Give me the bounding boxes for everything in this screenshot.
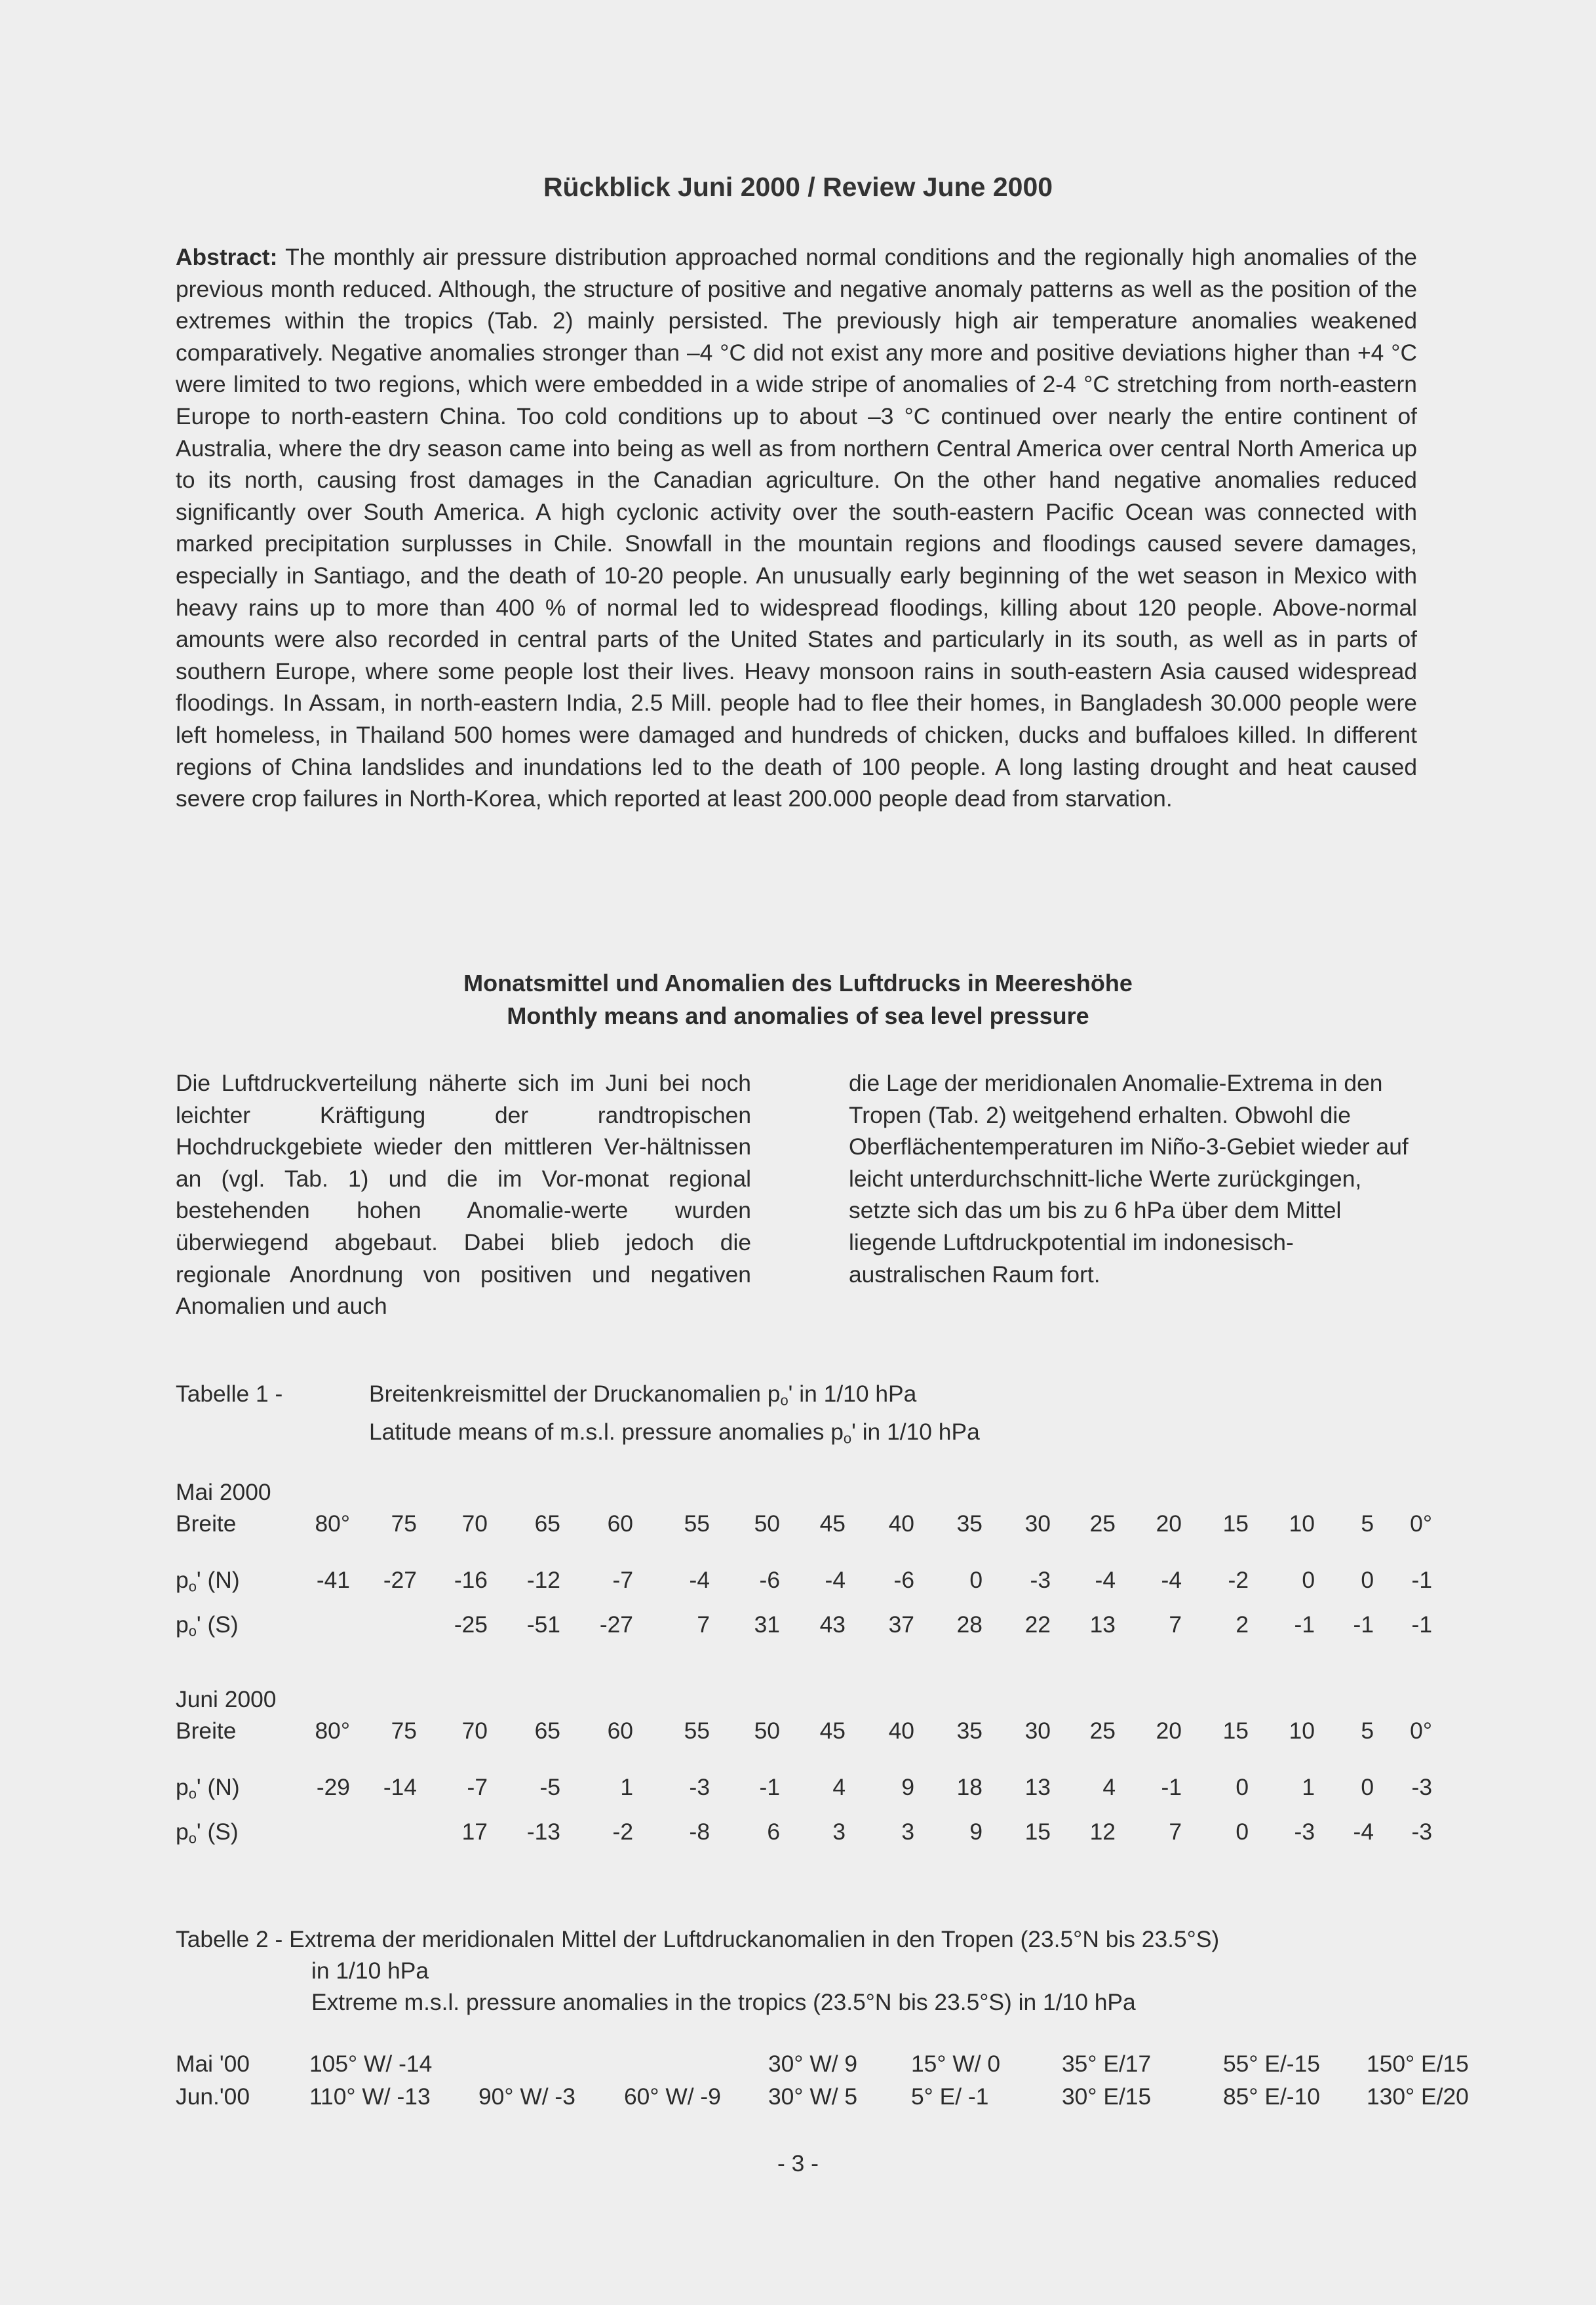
- table1-row-s: [0, 1819, 1596, 1851]
- table1-cell: -1: [759, 1774, 780, 1800]
- table1-cell: 0: [1236, 1819, 1249, 1845]
- table1-cell: 0: [1361, 1567, 1374, 1593]
- abstract-text: The monthly air pressure distribution approached normal conditions and the regionally high anomalies of the previous month reduced. Although, the structure of positive and negative anomaly patterns as well as the position of the extremes within the tropics (Tab. 2) mainly persisted. The previously high air temperature anomalies weakened comparatively. Negative anomalies stronger than –4 °C did not exist any more and positive deviations higher than +4 °C were limited to two regions, which were embedded in a wide stripe of anomalies of 2-4 °C stretching from north-eastern Europe to north-eastern China. Too cold conditions up to about –3 °C continued over nearly the entire continent of Australia, where the dry season came into being as well as from northern Central America over central North America up to its north, causing frost damages in the Canadian agriculture. On the other hand negative anomalies reduced significantly over South America. A high cyclonic activity over the south-eastern Pacific Ocean was connected with marked precipitation surplusses in Chile. Snowfall in the mountain regions and floodings caused severe damages, especially in Santiago, and the death of 10-20 people. An unusually early beginning of the wet season in Mexico with heavy rains up to more than 400 % of normal led to widespread floodings, killing about 120 people. Above-normal amounts were also recorded in central parts of the United States and particularly in its south, as well as in parts of southern Europe, where some people lost their lives. Heavy monsoon rains in south-eastern Asia caused widespread floodings. In Assam, in north-eastern India, 2.5 Mill. people had to flee their homes, in Bangladesh 30.000 people were left homeless, in Thailand 500 homes were damaged and hundreds of chicken, ducks and buffaloes killed. In different regions of China landslides and inundations led to the death of 100 people. A long lasting drought and heat caused severe crop failures in North-Korea, which reported at least 200.000 people dead from starvation.: [176, 244, 1417, 812]
- table1-row-label: $p_o'$ (N): [176, 1567, 240, 1595]
- table1-cell: 2: [1236, 1611, 1249, 1638]
- body-column-left: Die Luftdruckverteilung näherte sich im Juni bei noch leichter Kräftigung der randtropischen Hochdruckgebiete wieder den mittleren Ver-hältnissen an (vgl. Tab. 1) und die im Vor-monat regional bestehenden hohen Anomalie-werte wurden überwiegend abgebaut. Dabei blieb jedoch die regionale Anordnung von positiven und negativen Anomalien und auch: [176, 1070, 751, 1320]
- table1-cell: 10: [1289, 1510, 1315, 1537]
- table2-caption-line1: Tabelle 2 - Extrema der meridionalen Mittel der Luftdruckanomalien in den Tropen (23.5°N bis 23.5°S): [176, 1926, 1220, 1952]
- table1-cell: 75: [391, 1510, 417, 1537]
- table1-cell: -14: [383, 1774, 417, 1800]
- abstract-paragraph: [176, 241, 1417, 815]
- table1-cell: -7: [467, 1774, 488, 1800]
- table1-cell: 0: [1236, 1774, 1249, 1800]
- table2-row: [0, 2051, 1596, 2083]
- table1-cell: -1: [1161, 1774, 1182, 1800]
- table2-row-label: Jun.'00: [176, 2083, 250, 2110]
- table1-cell: 13: [1089, 1611, 1116, 1638]
- table1-cell: -5: [539, 1774, 560, 1800]
- table1-cell: -13: [526, 1819, 560, 1845]
- table1-cell: 80°: [315, 1718, 350, 1744]
- table1-row-n: [0, 1567, 1596, 1600]
- table2-cell: 5° E/ -1: [911, 2083, 989, 2110]
- table1-cell: 17: [461, 1819, 488, 1845]
- table1-cell: -6: [893, 1567, 914, 1593]
- table1-cell: 25: [1089, 1510, 1116, 1537]
- table1-cell: 0°: [1410, 1718, 1432, 1744]
- table1-cell: 60: [607, 1718, 633, 1744]
- table1-cell: -1: [1294, 1611, 1315, 1638]
- table1-cell: -2: [612, 1819, 633, 1845]
- table1-cell: 1: [1302, 1774, 1315, 1800]
- table1-cell: 40: [888, 1718, 914, 1744]
- table1-cell: -25: [454, 1611, 488, 1638]
- table1-cell: 50: [754, 1510, 780, 1537]
- table1-cell: 65: [534, 1718, 560, 1744]
- table1-row-breite: [0, 1510, 1596, 1543]
- table1-cell: 7: [697, 1611, 710, 1638]
- table2-cell: 30° W/ 9: [768, 2051, 858, 2077]
- table1-cell: 30: [1024, 1718, 1051, 1744]
- table1-row-label: $p_o'$ (N): [176, 1774, 240, 1802]
- table1-cell: 25: [1089, 1718, 1116, 1744]
- body-column-right: die Lage der meridionalen Anomalie-Extrema in den Tropen (Tab. 2) weitgehend erhalten. Obwohl die Oberflächentemperaturen im Niño-3-Gebiet wieder auf leicht unterdurchschnitt-liche Werte zurückgingen, setzte sich das um bis zu 6 hPa über dem Mittel liegende Luftdruckpotential im indonesisch-australischen Raum fort.: [849, 1070, 1409, 1288]
- table1-row-s: [0, 1611, 1596, 1644]
- table2-cell: 60° W/ -9: [624, 2083, 721, 2110]
- table2-cell: 110° W/ -13: [309, 2083, 431, 2110]
- table2-cell: 130° E/20: [1367, 2083, 1469, 2110]
- table1-cell: -29: [316, 1774, 350, 1800]
- section-heading: [0, 967, 1596, 1033]
- table1-cell: -1: [1411, 1567, 1432, 1593]
- table1-cell: 6: [767, 1819, 780, 1845]
- table1-cell: -4: [1161, 1567, 1182, 1593]
- table1-cell: 0: [1302, 1567, 1315, 1593]
- table1-cell: 4: [832, 1774, 846, 1800]
- table2-caption-line3: Extreme m.s.l. pressure anomalies in the tropics (23.5°N bis 23.5°S) in 1/10 hPa: [311, 1989, 1136, 2015]
- table1-cell: -4: [825, 1567, 846, 1593]
- table1-cell: -3: [1411, 1774, 1432, 1800]
- table2-caption: [176, 1923, 1219, 2018]
- table1-row-label: $p_o'$ (S): [176, 1819, 239, 1847]
- section-title-de: Monatsmittel und Anomalien des Luftdrucks in Meereshöhe: [463, 970, 1133, 996]
- table1-cell: -1: [1353, 1611, 1374, 1638]
- table1-cell: -3: [1030, 1567, 1051, 1593]
- table1-cell: 12: [1089, 1819, 1116, 1845]
- page-number: - 3 -: [777, 2150, 819, 2177]
- table1-cell: 15: [1222, 1510, 1249, 1537]
- table2-cell: 35° E/17: [1062, 2051, 1152, 2077]
- table1-cell: -4: [1353, 1819, 1374, 1845]
- table1-cell: -16: [454, 1567, 488, 1593]
- table1-cell: -7: [612, 1567, 633, 1593]
- table2-cell: 105° W/ -14: [309, 2051, 433, 2077]
- table1-row-n: [0, 1774, 1596, 1807]
- table1-cell: -3: [1294, 1819, 1315, 1845]
- table1-cell: -12: [526, 1567, 560, 1593]
- table1-cell: 9: [969, 1819, 983, 1845]
- table2-row: [0, 2083, 1596, 2116]
- table1-cell: 4: [1102, 1774, 1116, 1800]
- table1-cell: -41: [316, 1567, 350, 1593]
- table2-cell: 85° E/-10: [1223, 2083, 1320, 2110]
- table1-cell: 0: [1361, 1774, 1374, 1800]
- table2-cell: 15° W/ 0: [911, 2051, 1001, 2077]
- table1-cell: 3: [901, 1819, 914, 1845]
- table1-cell: 30: [1024, 1510, 1051, 1537]
- table1-cell: 15: [1222, 1718, 1249, 1744]
- table1-caption-de: Breitenkreismittel der Druckanomalien $p_o'$ in 1/10 hPa: [369, 1381, 917, 1409]
- table1-cell: -6: [759, 1567, 780, 1593]
- page-title: Rückblick Juni 2000 / Review June 2000: [543, 172, 1053, 202]
- table2-caption-line2: in 1/10 hPa: [311, 1958, 429, 1984]
- table1-row-label: Breite: [176, 1718, 237, 1744]
- table1-cell: 0: [969, 1567, 983, 1593]
- table1-cell: 70: [461, 1510, 488, 1537]
- table1-cell: -3: [1411, 1819, 1432, 1845]
- table1-cell: 31: [754, 1611, 780, 1638]
- table1-cell: -1: [1411, 1611, 1432, 1638]
- table1-cell: 40: [888, 1510, 914, 1537]
- table2-cell: 90° W/ -3: [478, 2083, 575, 2110]
- table1-cell: 7: [1169, 1819, 1182, 1845]
- table2-cell: 55° E/-15: [1223, 2051, 1320, 2077]
- table2-row-label: Mai '00: [176, 2051, 250, 2077]
- table1-block-title: Mai 2000: [176, 1479, 271, 1505]
- table2-cell: 30° E/15: [1062, 2083, 1152, 2110]
- table1-caption-en: Latitude means of m.s.l. pressure anomalies $p_o'$ in 1/10 hPa: [369, 1419, 980, 1447]
- table1-cell: -4: [689, 1567, 710, 1593]
- abstract-label: Abstract:: [176, 244, 278, 270]
- table1-cell: -2: [1228, 1567, 1249, 1593]
- table1-cell: 60: [607, 1510, 633, 1537]
- table1-cell: 35: [956, 1718, 983, 1744]
- table1-cell: 5: [1361, 1718, 1374, 1744]
- table1-block-title: Juni 2000: [176, 1686, 277, 1712]
- table1-cell: 55: [684, 1718, 710, 1744]
- table1-cell: 80°: [315, 1510, 350, 1537]
- table1-cell: 65: [534, 1510, 560, 1537]
- table1-cell: 3: [832, 1819, 846, 1845]
- table1-cell: 37: [888, 1611, 914, 1638]
- table1-cell: -4: [1095, 1567, 1116, 1593]
- table1-cell: 55: [684, 1510, 710, 1537]
- table1-row-label: $p_o'$ (S): [176, 1611, 239, 1640]
- table1-cell: 22: [1024, 1611, 1051, 1638]
- table1-cell: 1: [620, 1774, 633, 1800]
- table1-cell: 5: [1361, 1510, 1374, 1537]
- table1-cell: -27: [599, 1611, 633, 1638]
- table1-label: Tabelle 1 -: [176, 1381, 283, 1407]
- table2-cell: 150° E/15: [1367, 2051, 1469, 2077]
- table1-cell: 35: [956, 1510, 983, 1537]
- table1-cell: -3: [689, 1774, 710, 1800]
- table1-cell: 13: [1024, 1774, 1051, 1800]
- table1-cell: 20: [1156, 1510, 1182, 1537]
- table1-cell: -27: [383, 1567, 417, 1593]
- table1-cell: 20: [1156, 1718, 1182, 1744]
- table1-row-breite: [0, 1718, 1596, 1750]
- table1-cell: 28: [956, 1611, 983, 1638]
- table1-cell: 7: [1169, 1611, 1182, 1638]
- table1-cell: 18: [956, 1774, 983, 1800]
- section-title-en: Monthly means and anomalies of sea level pressure: [507, 1002, 1089, 1029]
- table1-cell: 45: [819, 1718, 846, 1744]
- table1-cell: 43: [819, 1611, 846, 1638]
- table1-cell: 45: [819, 1510, 846, 1537]
- table1-cell: 50: [754, 1718, 780, 1744]
- table1-row-label: Breite: [176, 1510, 237, 1537]
- table1-cell: 0°: [1410, 1510, 1432, 1537]
- table1-cell: -8: [689, 1819, 710, 1845]
- table2-cell: 30° W/ 5: [768, 2083, 858, 2110]
- table1-cell: 75: [391, 1718, 417, 1744]
- table1-cell: 15: [1024, 1819, 1051, 1845]
- table1-cell: 9: [901, 1774, 914, 1800]
- table1-cell: 10: [1289, 1718, 1315, 1744]
- table1-cell: 70: [461, 1718, 488, 1744]
- table1-cell: -51: [526, 1611, 560, 1638]
